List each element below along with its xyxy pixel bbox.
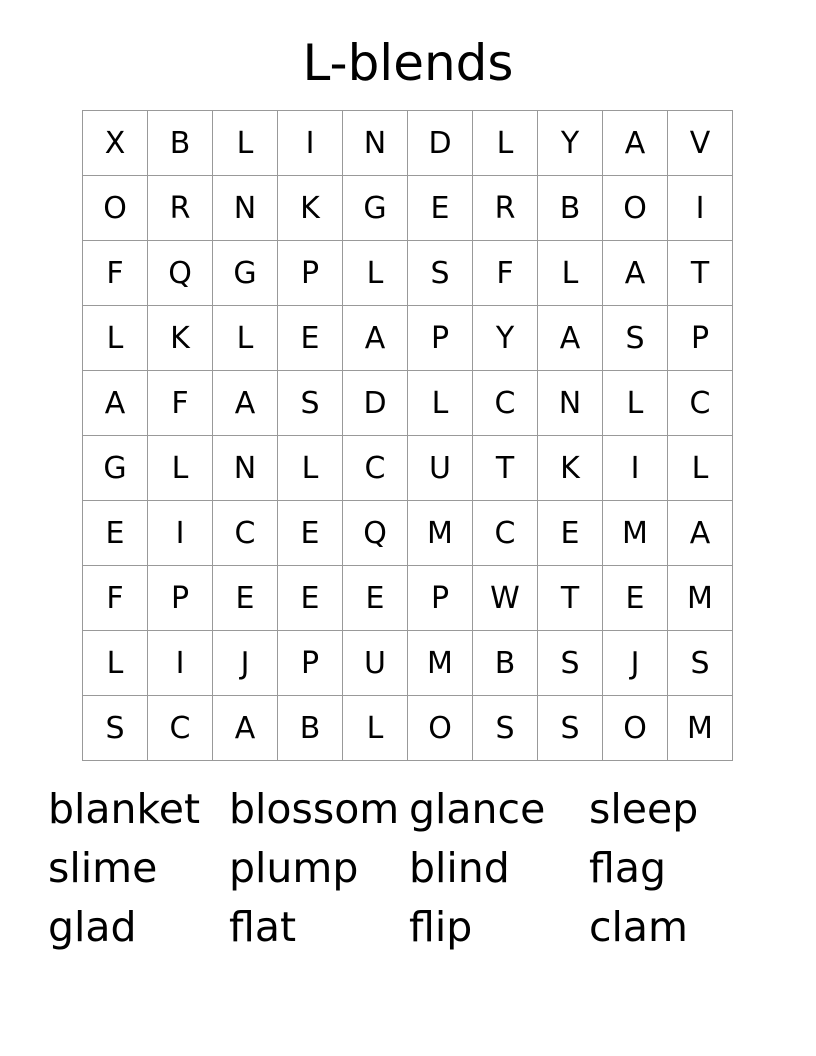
grid-cell: G — [213, 241, 278, 306]
word-list — [48, 780, 769, 957]
grid-cell: I — [278, 111, 343, 176]
grid-cell: L — [83, 631, 148, 696]
grid-cell: T — [668, 241, 733, 306]
word-list-item: plump — [229, 844, 359, 892]
grid-cell: L — [668, 436, 733, 501]
grid-cell: L — [603, 371, 668, 436]
grid-cell: W — [473, 566, 538, 631]
grid-cell: P — [148, 566, 213, 631]
grid-cell: K — [538, 436, 603, 501]
grid-cell: A — [83, 371, 148, 436]
grid-cell: J — [213, 631, 278, 696]
grid-cell: S — [538, 631, 603, 696]
grid-cell: A — [668, 501, 733, 566]
grid-cell: S — [473, 696, 538, 761]
grid-cell: L — [213, 111, 278, 176]
grid-cell: L — [408, 371, 473, 436]
grid-cell: N — [343, 111, 408, 176]
word-search-grid — [82, 110, 733, 761]
grid-cell: E — [278, 566, 343, 631]
grid-cell: E — [278, 306, 343, 371]
grid-cell: K — [278, 176, 343, 241]
grid-cell: J — [603, 631, 668, 696]
grid-cell: P — [408, 306, 473, 371]
grid-cell: C — [148, 696, 213, 761]
grid-cell: S — [83, 696, 148, 761]
grid-cell: O — [83, 176, 148, 241]
grid-cell: U — [408, 436, 473, 501]
grid-cell: F — [148, 371, 213, 436]
grid-cell: M — [603, 501, 668, 566]
grid-cell: Y — [473, 306, 538, 371]
grid-cell: P — [278, 241, 343, 306]
word-list-item: clam — [589, 903, 688, 951]
word-list-item: glance — [409, 785, 546, 833]
word-list-item: glad — [48, 903, 137, 951]
grid-cell: F — [83, 566, 148, 631]
grid-cell: R — [148, 176, 213, 241]
grid-cell: S — [538, 696, 603, 761]
grid-cell: A — [603, 111, 668, 176]
grid-cell: I — [668, 176, 733, 241]
word-list-item: flip — [409, 903, 473, 951]
grid-cell: E — [83, 501, 148, 566]
word-list-item: blossom — [229, 785, 400, 833]
grid-cell: Y — [538, 111, 603, 176]
word-list-item: slime — [48, 844, 158, 892]
grid-cell: A — [343, 306, 408, 371]
grid-cell: N — [538, 371, 603, 436]
grid-cell: U — [343, 631, 408, 696]
grid-cell: K — [148, 306, 213, 371]
grid-cell: E — [343, 566, 408, 631]
grid-cell: M — [668, 566, 733, 631]
grid-cell: R — [473, 176, 538, 241]
grid-cell: L — [343, 696, 408, 761]
grid-cell: S — [603, 306, 668, 371]
grid-cell: B — [148, 111, 213, 176]
grid-cell: E — [408, 176, 473, 241]
grid-cell: S — [408, 241, 473, 306]
grid-cell: L — [213, 306, 278, 371]
grid-cell: S — [668, 631, 733, 696]
grid-cell: Q — [343, 501, 408, 566]
grid-cell: T — [473, 436, 538, 501]
grid-cell: T — [538, 566, 603, 631]
grid-cell: C — [343, 436, 408, 501]
grid-cell: O — [408, 696, 473, 761]
grid-cell: G — [343, 176, 408, 241]
word-list-item: blanket — [48, 785, 201, 833]
grid-cell: S — [278, 371, 343, 436]
grid-cell: G — [83, 436, 148, 501]
word-list-item: flag — [589, 844, 666, 892]
grid-cell: C — [213, 501, 278, 566]
grid-cell: B — [278, 696, 343, 761]
grid-cell: A — [213, 696, 278, 761]
grid-cell: D — [343, 371, 408, 436]
grid-cell: F — [473, 241, 538, 306]
grid-cell: O — [603, 176, 668, 241]
grid-cell: M — [408, 501, 473, 566]
grid-cell: A — [538, 306, 603, 371]
grid-cell: L — [473, 111, 538, 176]
grid-cell: M — [408, 631, 473, 696]
grid-cell: B — [473, 631, 538, 696]
grid-cell: C — [668, 371, 733, 436]
grid-cell: L — [343, 241, 408, 306]
grid-cell: D — [408, 111, 473, 176]
grid-cell: I — [148, 631, 213, 696]
word-list-item: sleep — [589, 785, 699, 833]
grid-cell: C — [473, 501, 538, 566]
grid-cell: E — [213, 566, 278, 631]
word-list-item: blind — [409, 844, 510, 892]
grid-cell: V — [668, 111, 733, 176]
grid-cell: O — [603, 696, 668, 761]
page-title: L-blends — [302, 34, 514, 92]
grid-cell: P — [278, 631, 343, 696]
grid-cell: N — [213, 436, 278, 501]
grid-cell: I — [148, 501, 213, 566]
grid-cell: X — [83, 111, 148, 176]
grid-cell: P — [668, 306, 733, 371]
grid-cell: A — [603, 241, 668, 306]
grid-cell: L — [538, 241, 603, 306]
grid-cell: E — [278, 501, 343, 566]
grid-cell: E — [603, 566, 668, 631]
grid-cell: M — [668, 696, 733, 761]
grid-cell: A — [213, 371, 278, 436]
grid-cell: C — [473, 371, 538, 436]
word-list-item: flat — [229, 903, 297, 951]
grid-cell: L — [278, 436, 343, 501]
grid-cell: P — [408, 566, 473, 631]
grid-cell: L — [148, 436, 213, 501]
grid-cell: I — [603, 436, 668, 501]
grid-cell: N — [213, 176, 278, 241]
grid-cell: F — [83, 241, 148, 306]
grid-cell: L — [83, 306, 148, 371]
grid-cell: Q — [148, 241, 213, 306]
grid-cell: B — [538, 176, 603, 241]
grid-cell: E — [538, 501, 603, 566]
